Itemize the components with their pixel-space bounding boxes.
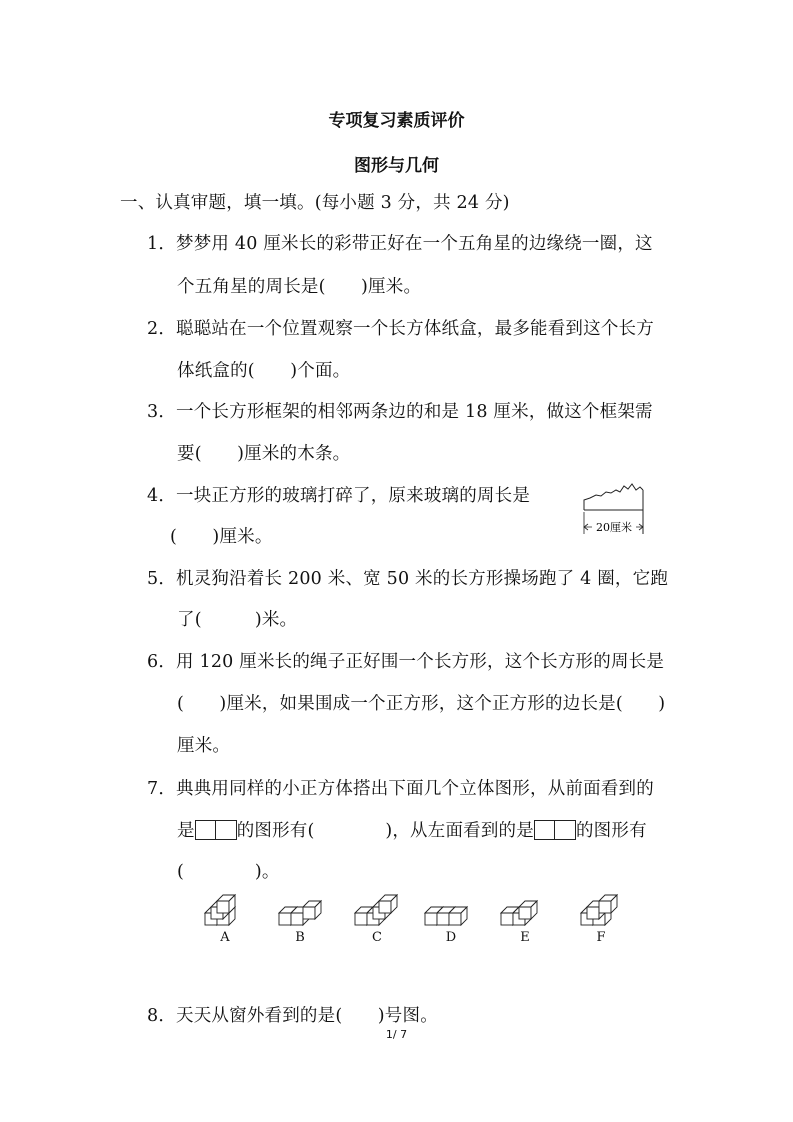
option-label-b: B xyxy=(295,930,305,945)
q7-line2 xyxy=(177,817,647,842)
option-label-f: F xyxy=(596,930,606,945)
cube-figure-c xyxy=(355,895,397,925)
section-heading: 一、认真审题，填一填。(每小题 3 分，共 24 分) xyxy=(120,193,510,213)
cube-figure-e xyxy=(501,901,537,925)
q7-text-b: 的图形有( )，从左面看到的是 xyxy=(236,821,534,841)
q3-line2: 要( )厘米的木条。 xyxy=(177,444,351,464)
q4-line2: ( )厘米。 xyxy=(170,527,273,547)
q7-line1: 7．典典用同样的小正方体搭出下面几个立体图形，从前面看到的 xyxy=(147,779,654,799)
two-square-left-icon xyxy=(534,820,576,840)
q7-text-a: 是 xyxy=(177,821,195,841)
q1-line2: 个五角星的周长是( )厘米。 xyxy=(177,277,422,297)
q6-line1: 6．用 120 厘米长的绳子正好围一个长方形，这个长方形的周长是 xyxy=(147,652,665,672)
cube-figure-a xyxy=(205,895,235,925)
q2-line1: 2．聪聪站在一个位置观察一个长方体纸盒，最多能看到这个长方 xyxy=(147,319,654,339)
option-label-e: E xyxy=(520,930,530,945)
page-title: 专项复习素质评价 xyxy=(328,111,465,131)
cube-figure-b xyxy=(279,901,321,925)
q6-line2: ( )厘米，如果围成一个正方形，这个正方形的边长是( ) xyxy=(177,694,666,714)
q2-line2: 体纸盒的( )个面。 xyxy=(177,361,351,381)
figure-length-label: 20厘米 xyxy=(596,521,632,534)
q7-text-c: 的图形有 xyxy=(575,821,647,841)
option-label-d: D xyxy=(445,930,457,945)
q7-line3: ( )。 xyxy=(177,862,280,882)
cube-figure-d xyxy=(425,907,467,925)
broken-glass-figure xyxy=(580,478,648,538)
cube-figures xyxy=(195,893,645,933)
cube-figure-f xyxy=(581,895,617,925)
page-number: 1/ 7 xyxy=(385,1028,408,1041)
two-square-front-icon xyxy=(195,820,237,840)
q5-line2: 了( )米。 xyxy=(177,610,298,630)
page-subtitle: 图形与几何 xyxy=(354,156,439,176)
option-label-c: C xyxy=(372,930,382,945)
q8-line1: 8．天天从窗外看到的是( )号图。 xyxy=(147,1006,438,1026)
q4-line1: 4．一块正方形的玻璃打碎了，原来玻璃的周长是 xyxy=(147,486,531,506)
q6-line3: 厘米。 xyxy=(177,736,231,756)
q1-line1: 1．梦梦用 40 厘米长的彩带正好在一个五角星的边缘绕一圈，这 xyxy=(147,234,653,254)
option-label-a: A xyxy=(220,930,230,945)
q5-line1: 5．机灵狗沿着长 200 米、宽 50 米的长方形操场跑了 4 圈，它跑 xyxy=(147,569,669,589)
q3-line1: 3．一个长方形框架的相邻两条边的和是 18 厘米，做这个框架需 xyxy=(147,402,653,422)
